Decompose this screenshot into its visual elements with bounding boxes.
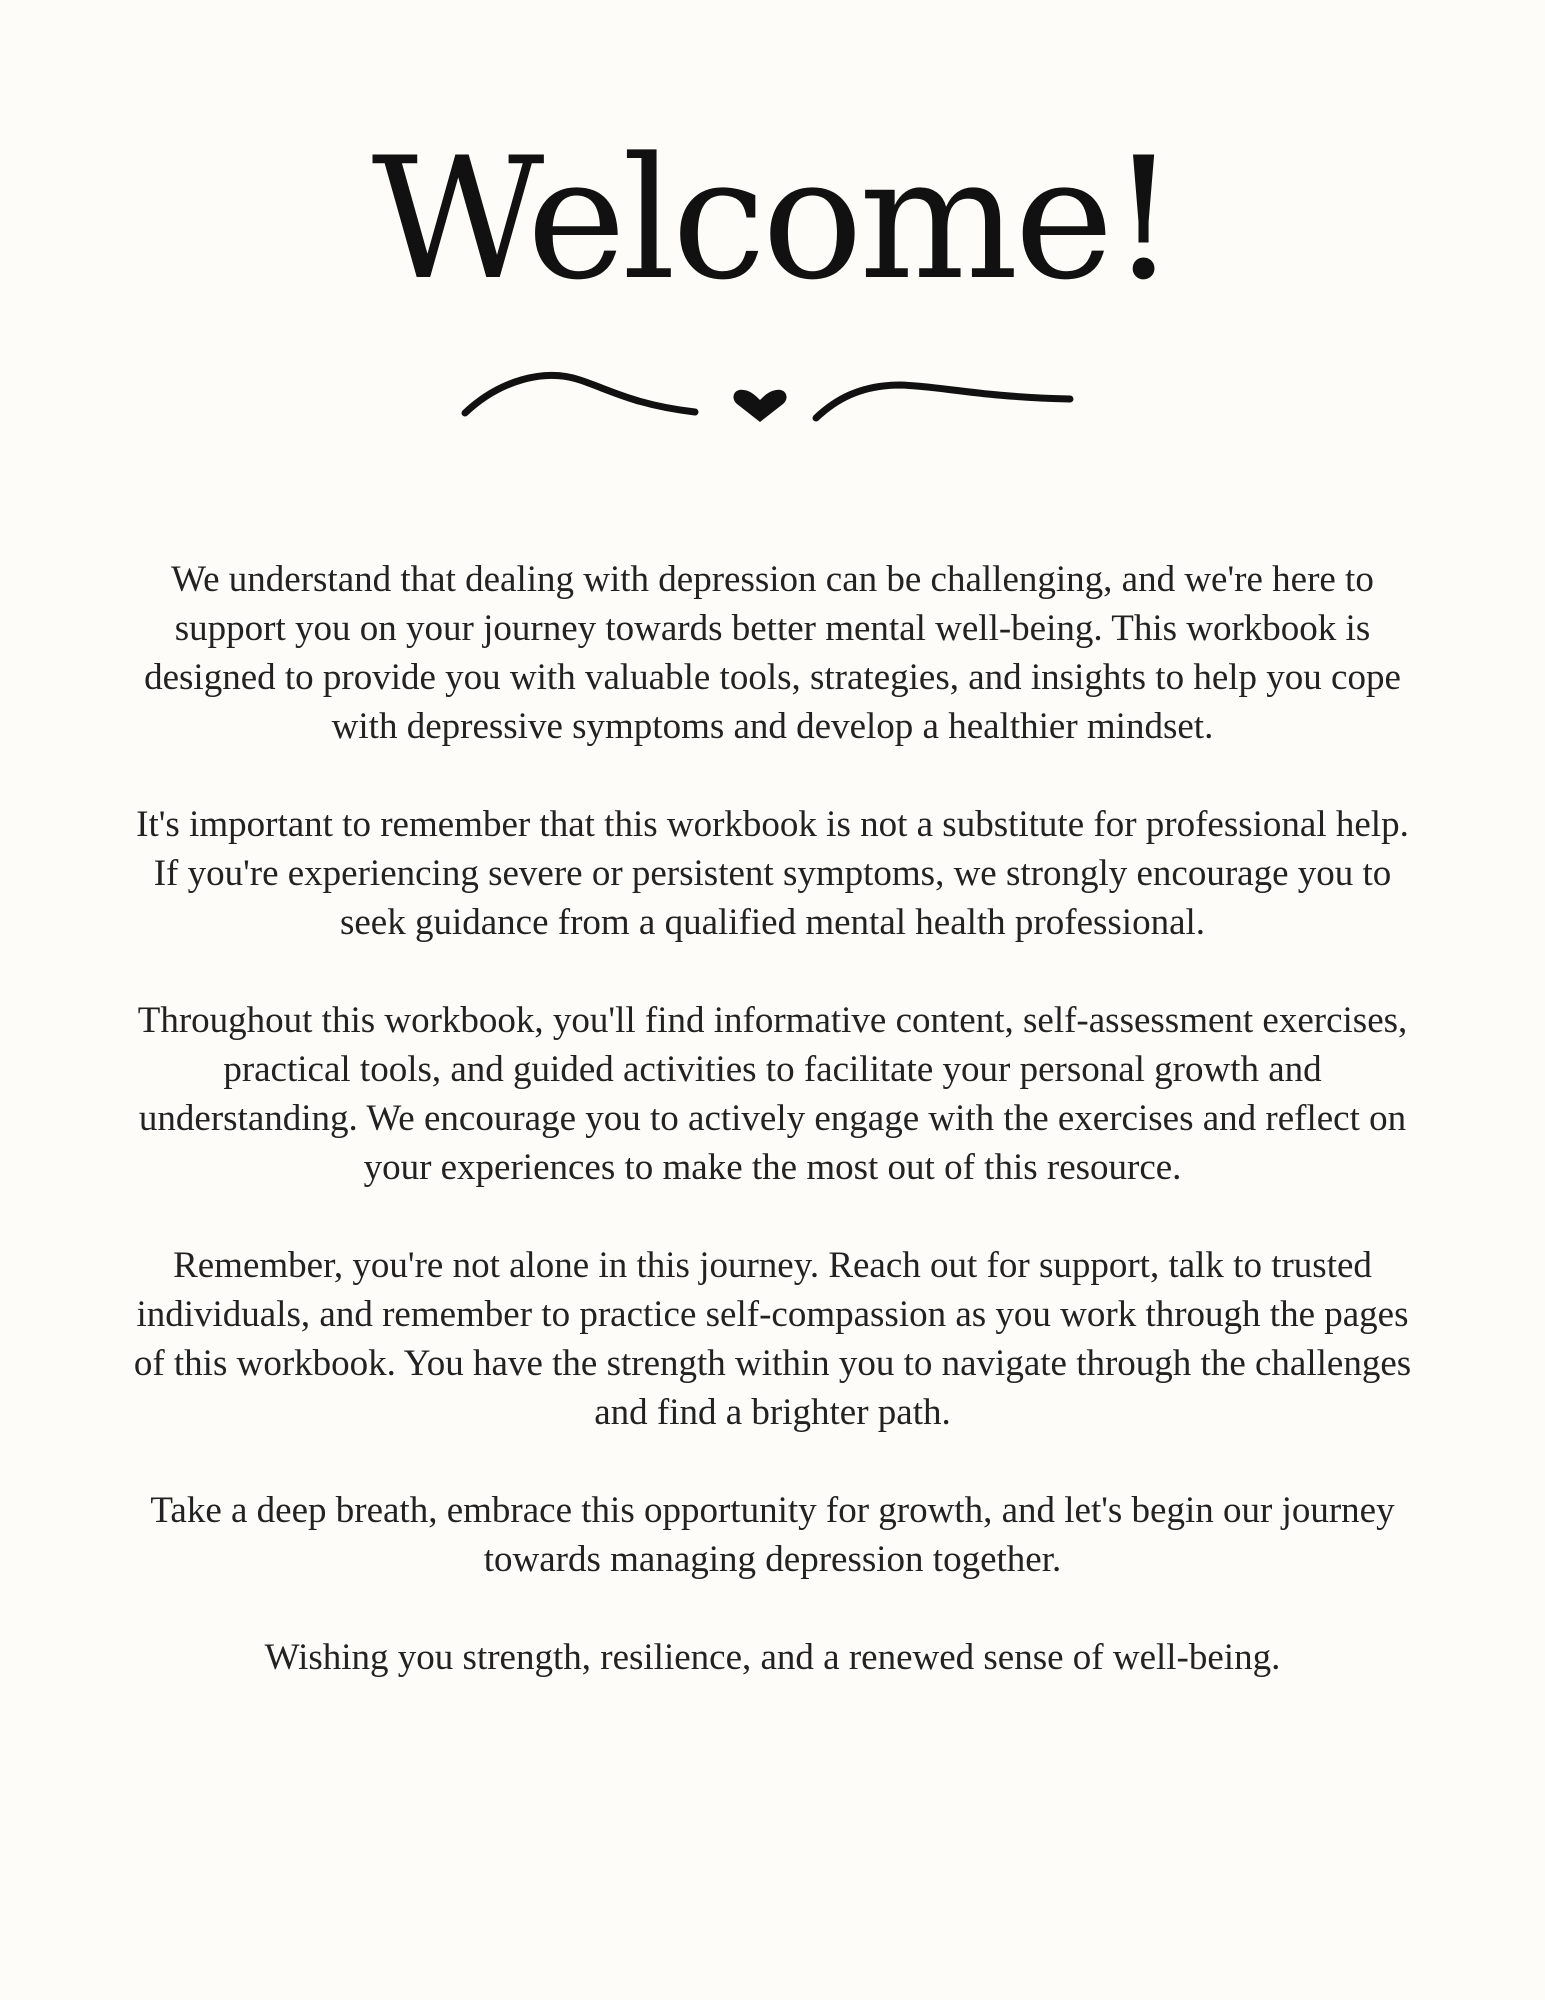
paragraph-support: Remember, you're not alone in this journey. Reach out for support, talk to trusted individuals, and remember to practice self-compassion as you work through the pages of this workbook. You have the strength within you to navigate through the challenges and find a brighter path. (133, 1245, 1412, 1433)
paragraph-intro: We understand that dealing with depression can be challenging, and we're here to support you on your journey towards better mental well-being. This workbook is designed to provide you with valuable tools, strategies, and insights to help you cope with depressive symptoms and develop a healthier mindset. (144, 559, 1401, 747)
welcome-message (130, 555, 1415, 1682)
heart-icon (733, 390, 786, 422)
decorative-divider (460, 360, 1080, 440)
paragraph-invitation: Take a deep breath, embrace this opportunity for growth, and let's begin our journey towards managing depression together. (150, 1490, 1395, 1580)
left-swash (465, 375, 695, 413)
page-title: Welcome! (371, 121, 1174, 317)
right-swash (816, 385, 1070, 418)
paragraph-closing: Wishing you strength, resilience, and a renewed sense of well-being. (264, 1637, 1281, 1678)
paragraph-disclaimer: It's important to remember that this workbook is not a substitute for professional help. If you're experiencing severe or persistent symptoms, we strongly encourage you to seek guidance from a qualified mental health professional. (136, 804, 1409, 943)
paragraph-contents: Throughout this workbook, you'll find informative content, self-assessment exercises, practical tools, and guided activities to facilitate your personal growth and understanding. We encourage you to actively engage with the exercises and reflect on your experiences to make the most out of this resource. (137, 1000, 1408, 1188)
